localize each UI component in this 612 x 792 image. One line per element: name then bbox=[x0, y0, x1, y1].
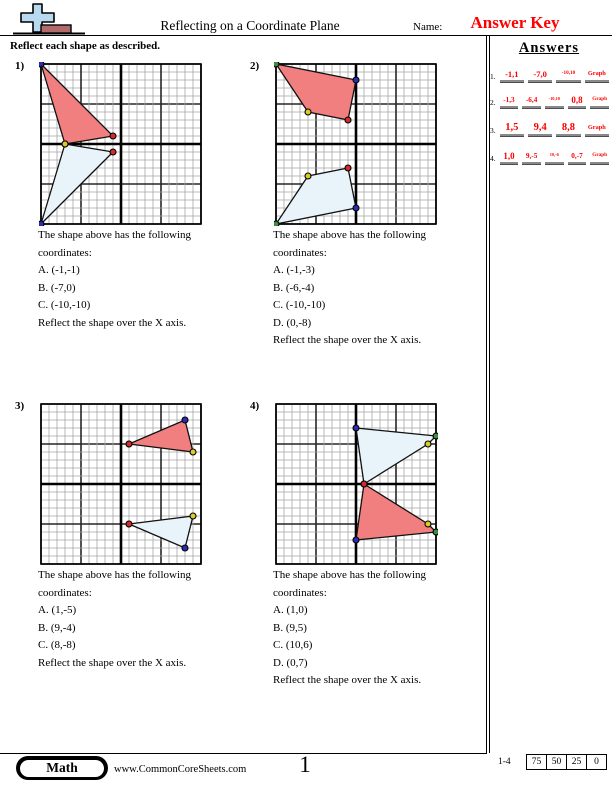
coordinate-line: C. (8,-8) bbox=[38, 639, 76, 651]
answer-value-blank: -7,0 bbox=[528, 70, 552, 82]
answers-panel-separator bbox=[486, 36, 490, 753]
problem-number: 1) bbox=[15, 60, 25, 72]
answer-graph-blank: Graph bbox=[585, 125, 609, 136]
answer-value-blank: -1,1 bbox=[500, 70, 524, 82]
answer-number: 3. bbox=[490, 126, 496, 136]
original-vertex-dot bbox=[353, 205, 359, 211]
reflected-vertex-dot bbox=[62, 141, 68, 147]
problem-number: 4) bbox=[250, 400, 260, 412]
coordinate-line: A. (-1,-3) bbox=[273, 264, 315, 276]
original-vertex-dot bbox=[345, 165, 351, 171]
score-table bbox=[527, 754, 607, 770]
reflected-vertex-dot bbox=[182, 417, 188, 423]
problem-task-text: Reflect the shape over the X axis. bbox=[38, 656, 187, 669]
coordinate-line: B. (9,-4) bbox=[38, 621, 76, 634]
coordinate-grid bbox=[39, 402, 203, 566]
original-vertex-dot bbox=[433, 433, 438, 439]
score-cell: 25 bbox=[566, 754, 587, 770]
answer-row-4 bbox=[490, 152, 609, 164]
answer-value-blank: 9,-5 bbox=[522, 153, 541, 164]
answer-value-blank: 8,8 bbox=[556, 122, 580, 136]
problem-description bbox=[273, 227, 469, 350]
problem-task-text: Reflect the shape over the X axis. bbox=[273, 674, 422, 686]
reflected-vertex-dot bbox=[345, 117, 351, 123]
answer-row-3 bbox=[490, 122, 609, 136]
problem-description bbox=[38, 227, 234, 332]
answer-value-blank: -10,10 bbox=[545, 97, 564, 108]
answer-value-blank: 10,-6 bbox=[545, 153, 564, 164]
math-badge-label: Math bbox=[20, 760, 104, 777]
answer-row-2 bbox=[490, 96, 609, 108]
answer-number: 1. bbox=[490, 71, 496, 81]
answer-number: 4. bbox=[490, 154, 496, 164]
problem-description bbox=[273, 567, 469, 690]
reflected-vertex-dot bbox=[305, 109, 311, 115]
answer-value-blank: 1,0 bbox=[500, 152, 519, 164]
problem-task-text: Reflect the shape over the X axis. bbox=[273, 334, 422, 346]
problem-desc-text: The shape above has the following coordinates: bbox=[273, 229, 427, 259]
answer-graph-blank: Graph bbox=[590, 97, 609, 108]
answers-title: Answers bbox=[518, 40, 580, 56]
score-cell: 50 bbox=[546, 754, 567, 770]
problem-desc-text: The shape above has the following coordinates: bbox=[273, 569, 427, 599]
answer-value-blank: 0,-7 bbox=[568, 153, 587, 164]
problem-desc-text: The shape above has the following coordinates: bbox=[38, 569, 192, 599]
problem-task-text: Reflect the shape over the X axis. bbox=[38, 316, 187, 329]
answer-number: 2. bbox=[490, 98, 496, 108]
footer-rule bbox=[0, 753, 487, 754]
answer-key-text: Answer Key bbox=[470, 13, 560, 32]
problem-number: 3) bbox=[15, 400, 25, 412]
coordinate-line: A. (1,-5) bbox=[38, 604, 77, 616]
original-vertex-dot bbox=[110, 149, 116, 155]
coordinate-line: C. (-10,-10) bbox=[273, 299, 326, 311]
original-vertex-dot bbox=[126, 521, 132, 527]
answer-value-blank: 1,5 bbox=[500, 122, 524, 136]
answer-value-blank: 9,4 bbox=[528, 122, 552, 136]
header-rule bbox=[0, 35, 612, 36]
answer-graph-blank: Graph bbox=[585, 71, 609, 82]
answer-value-blank: -10,10 bbox=[556, 71, 580, 82]
coordinate-grid bbox=[39, 62, 203, 226]
coordinate-line: C. (-10,-10) bbox=[38, 299, 91, 311]
coordinate-line: B. (-7,0) bbox=[38, 281, 76, 294]
coordinate-grid bbox=[274, 402, 438, 566]
original-vertex-dot bbox=[353, 425, 359, 431]
original-vertex-dot bbox=[274, 221, 279, 226]
reflected-vertex-dot bbox=[353, 537, 359, 543]
reflected-vertex-dot bbox=[126, 441, 132, 447]
problem-description bbox=[38, 567, 234, 672]
coordinate-line: D. (0,7) bbox=[273, 656, 308, 669]
coordinate-line: B. (-6,-4) bbox=[273, 281, 315, 294]
answer-value-blank: -6,4 bbox=[522, 97, 541, 108]
reflected-vertex-dot bbox=[353, 77, 359, 83]
page-number: 1 bbox=[299, 752, 311, 777]
original-vertex-dot bbox=[39, 221, 44, 226]
reflected-vertex-dot bbox=[39, 62, 44, 67]
coordinate-line: C. (10,6) bbox=[273, 639, 313, 651]
reflected-vertex-dot bbox=[110, 133, 116, 139]
original-vertex-dot bbox=[182, 545, 188, 551]
website-url: www.CommonCoreSheets.com bbox=[114, 764, 247, 775]
reflected-vertex-dot bbox=[425, 521, 431, 527]
problem-desc-text: The shape above has the following coordinates: bbox=[38, 229, 192, 259]
reflected-vertex-dot bbox=[274, 62, 279, 67]
original-vertex-dot bbox=[190, 513, 196, 519]
answer-row-1 bbox=[490, 70, 609, 82]
name-label: Name: bbox=[413, 21, 443, 33]
reflected-vertex-dot bbox=[190, 449, 196, 455]
coordinate-line: D. (0,-8) bbox=[273, 316, 312, 329]
instruction-text: Reflect each shape as described. bbox=[10, 40, 161, 52]
coordinate-line: B. (9,5) bbox=[273, 621, 307, 634]
answer-value-blank: 0,8 bbox=[568, 96, 587, 108]
original-vertex-dot bbox=[425, 441, 431, 447]
coordinate-grid bbox=[274, 62, 438, 226]
answer-graph-blank: Graph bbox=[590, 153, 609, 164]
coordinate-line: A. (-1,-1) bbox=[38, 264, 80, 276]
problem-number: 2) bbox=[250, 60, 260, 72]
answer-value-blank: -1,3 bbox=[500, 97, 519, 108]
math-subject-badge bbox=[16, 756, 108, 780]
score-range-label: 1-4 bbox=[498, 757, 511, 767]
reflected-vertex-dot bbox=[433, 529, 438, 535]
page-title: Reflecting on a Coordinate Plane bbox=[160, 18, 340, 33]
original-vertex-dot bbox=[305, 173, 311, 179]
coordinate-line: A. (1,0) bbox=[273, 604, 308, 616]
reflected-vertex-dot bbox=[361, 481, 367, 487]
score-cell: 75 bbox=[526, 754, 547, 770]
score-cell: 0 bbox=[586, 754, 607, 770]
